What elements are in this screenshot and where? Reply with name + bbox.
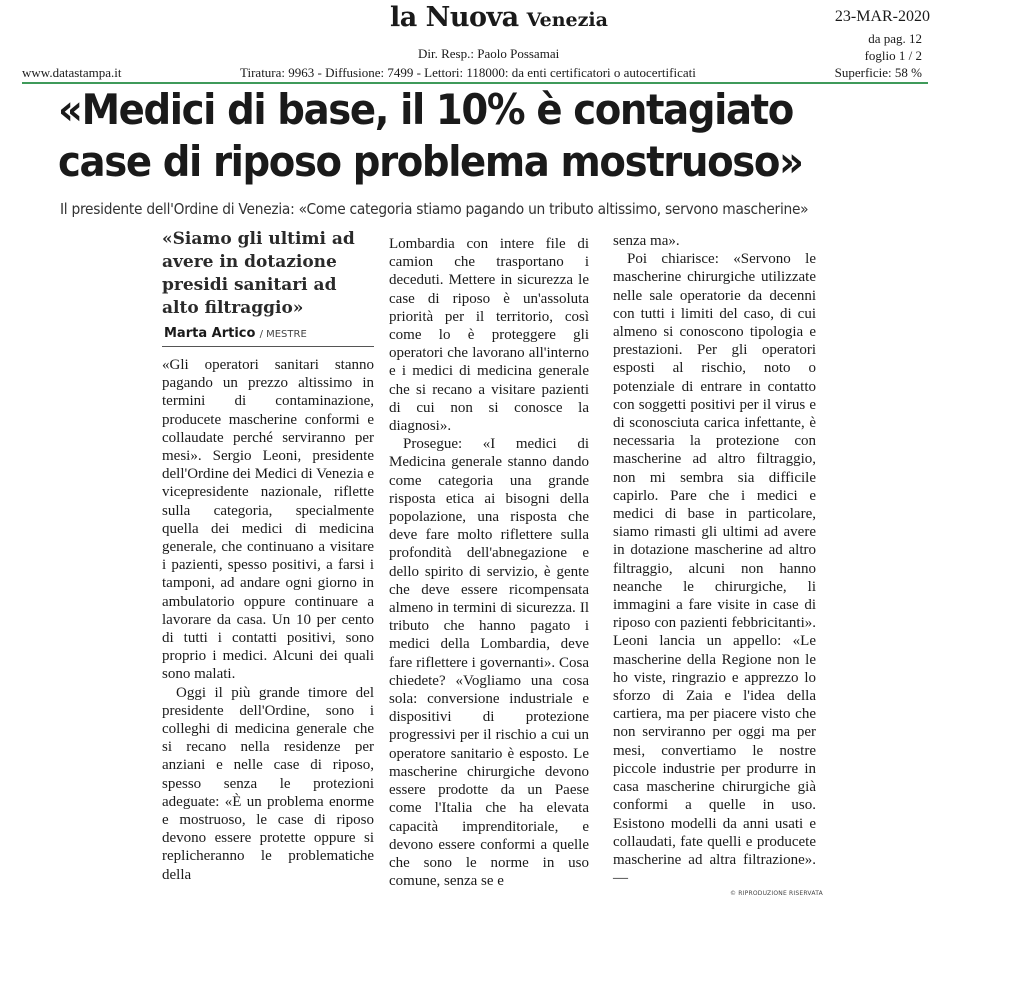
page-from: da pag. 12	[868, 31, 922, 46]
publication-date: 23-MAR-2020	[834, 8, 930, 25]
article-column-2	[389, 235, 589, 890]
headline-line-1: «Medici di base, il 10% è contagiato	[58, 85, 793, 134]
paragraph: Prosegue: «I medici di Medicina generale stanno dando come categoria una grande risposta etica ai bisogni della popolazione, una risposta che deve fare molto riflettere sulla profondità dell'abnegazione e dello spirito di servizio, è gente che deve essere ricompensata almeno in termini di sicurezza. Il tributo che hanno pagato i medici della Lombardia, deve fare riflettere i governanti». Cosa chiedete? «Vogliamo una cosa sola: conversione industriale e dispositivi di protezione progressivi per il rischio a cui un operatore sanitario è esposto. Le mascherine chirurgiche devono essere prodotte da un Paese come l'Italia che ha elevata capacità imprenditoriale, e devono essere conformi a quelle che sono le norme in uso comune, senza se e	[389, 436, 589, 890]
article-headline	[58, 84, 803, 188]
paragraph: senza ma».	[613, 233, 680, 249]
circulation-stats: Tiratura: 9963 - Diffusione: 7499 - Lettori: 118000: da enti certificatori o autocertificati	[240, 65, 696, 80]
paragraph: «Gli operatori sanitari stanno pagando un prezzo altissimo in termini di contaminazione, producete mascherine conformi e collaudate perché serviranno per mesi». Sergio Leoni, presidente dell'Ordine dei Medici di Venezia e vicepresidente nazionale, riflette sulla categoria, specialmente quella dei medici di medicina generale, che continuano a visitare i pazienti, spesso positivi, a farsi i tamponi, ad andare ogni giorno in ambulatorio oppure continuare a lavorare da casa. Un 10 per cento di tutti i contatti positivi, sono proprio i medici. Alcuni dei quali sono malati.	[162, 357, 374, 683]
newspaper-name: la Nuova	[390, 2, 519, 33]
website-link[interactable]: www.datastampa.it	[22, 65, 122, 80]
newspaper-edition: Venezia	[526, 9, 608, 31]
director-line: Dir. Resp.: Paolo Possamai	[418, 46, 560, 61]
headline-line-2: case di riposo problema mostruoso»	[58, 137, 803, 186]
masthead	[390, 2, 608, 33]
paragraph: Lombardia con intere file di camion che trasportano i deceduti. Mettere in sicurezza le case di riposo è un'assoluta priorità per il territorio, così come lo è proteggere gli operatori che lavorano all'interno e i medici di medicina generale che si recano a visitare pazienti di cui non si conosce la diagnosi».	[389, 236, 589, 435]
copyright-notice: © RIPRODUZIONE RISERVATA	[730, 890, 823, 897]
author-name: Marta Artico	[164, 326, 256, 341]
surface-percentage: Superficie: 58 %	[834, 65, 922, 80]
page-info	[865, 30, 922, 64]
pull-quote: «Siamo gli ultimi ad avere in dotazione presidi sanitari ad alto filtraggio»	[162, 229, 355, 318]
article-column-1	[162, 356, 374, 884]
byline-divider	[162, 346, 374, 347]
byline	[164, 326, 307, 341]
article-column-3	[613, 232, 816, 887]
sheet-number: foglio 1 / 2	[864, 48, 922, 63]
paragraph: Poi chiarisce: «Servono le mascherine chirurgiche utilizzate nelle sale operatorie da decenni con tutti i limiti del caso, di cui almeno si conoscono tipologia e prestazioni. Per gli operatori esposti al rischio, noto o potenziale di entrare in contatto con soggetti positivi per il virus e di sconosciuta carica infettante, è necessaria la protezione con mascherine ad altro filtraggio, non mi sembra sia difficile capirlo. Pare che i medici e medici di base in particolare, siamo rimasti gli ultimi ad avere in dotazione mascherine ad altro filtraggio, alcuni non hanno neanche le chirurgiche, li immagini a fare visite in case di riposo con pazienti febbricitanti». Leoni lancia un appello: «Le mascherine della Regione non le ho viste, ringrazio e apprezzo lo sforzo di Zaia e l'idea della cartiera, ma per piacere visto che non serviranno per oggi ma per mesi, convertiamo le nostre piccole industrie per produrre in casa mascherine chirurgiche già conformi a quelle in uso. Esistono modelli da anni usati e collaudati, fate quelli e producete mascherine ad altra filtrazione». —	[613, 251, 816, 887]
dateline-location: / MESTRE	[259, 329, 307, 340]
paragraph: Oggi il più grande timore del presidente dell'Ordine, sono i colleghi di medicina generale che si recano nella residenze per anziani e nelle case di riposo, spesso senza le protezioni adeguate: «È un problema enorme e mostruoso, le case di riposo devono essere protette oppure si replicheranno le problematiche della	[162, 684, 374, 883]
article-subheadline: Il presidente dell'Ordine di Venezia: «Come categoria stiamo pagando un tributo altissimo, servono mascherine»	[60, 200, 809, 218]
